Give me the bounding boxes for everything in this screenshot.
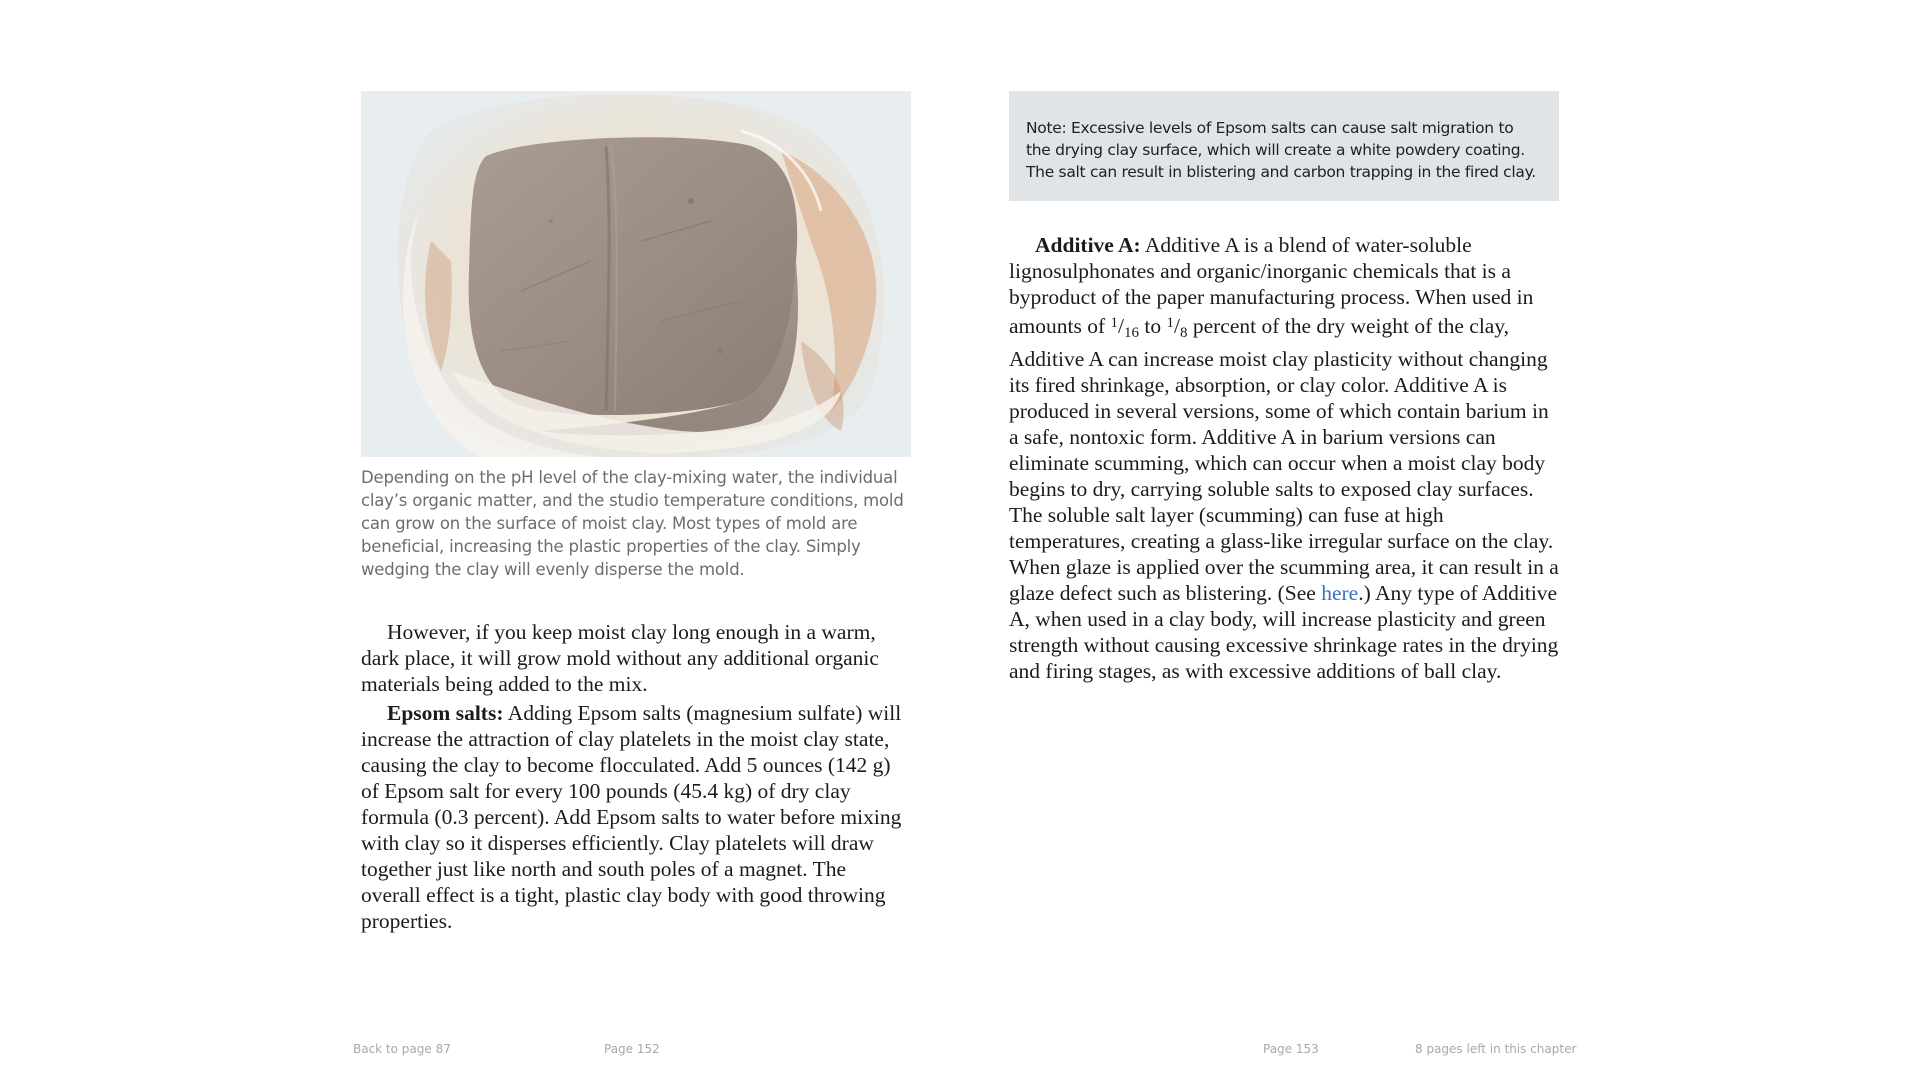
- left-body-text: [361, 619, 911, 934]
- right-body-text: [1009, 232, 1559, 684]
- photo-caption: Depending on the pH level of the clay-mixing water, the individual clay’s organic matter, and the studio temperature conditions, mold can grow on the surface of moist clay. Most types of mold are beneficial, increasing the plastic properties of the clay. Simply wedging the clay will evenly disperse the mold.: [361, 468, 904, 579]
- fraction-1-numerator: 1: [1110, 315, 1119, 331]
- right-page: [1009, 91, 1559, 684]
- paragraph-mold: However, if you keep moist clay long enough in a warm, dark place, it will grow mold without any additional organic materials being added to the mix.: [361, 620, 879, 696]
- fraction-2-numerator: 1: [1166, 315, 1174, 331]
- back-to-page-link[interactable]: Back to page 87: [353, 1042, 451, 1056]
- epsom-salts-heading: Epsom salts:: [387, 701, 504, 725]
- paragraph-epsom-salts: [361, 700, 911, 934]
- pages-left-indicator: 8 pages left in this chapter: [1415, 1042, 1577, 1056]
- epsom-salts-text: Adding Epsom salts (magnesium sulfate) will increase the attraction of clay platelets in the moist clay state, causing the clay to become flocculated. Add 5 ounces (142 g) of Epsom salt for every 100 pounds (45.4 kg) of dry clay formula (0.3 percent). Add Epsom salts to water before mixing with clay so it disperses efficiently. Clay platelets will draw together just like north and south poles of a magnet. The overall effect is a tight, plastic clay body with good throwing properties.: [361, 701, 902, 933]
- additive-a-text-2: percent of the dry weight of the clay, Additive A can increase moist clay plasticity without changing its fired shrinkage, absorption, or clay color. Additive A is produced in several versions, some of which contain barium in a safe, nontoxic form. Additive A in barium versions can eliminate scumming, which can occur when a moist clay body begins to dry, carrying soluble salts to exposed clay surfaces. The soluble salt layer (scumming) can fuse at high temperatures, creating a glass-like irregular surface on the clay. When glaze is applied over the scumming area, it can result in a glaze defect such as blistering. (See: [1009, 314, 1559, 605]
- paragraph-additive-a: Additive A: Additive A is a blend of water-soluble lignosulphonates and organic/inorganic chemicals that is a byproduct of the paper manufacturing process. When used in amounts of $^1/_{16}$ to $^1/_8$ percent of the dry weight of the clay, Additive A can increase moist clay plasticity without changing its fired shrinkage, absorption, or clay color. Additive A is produced in several versions, some of which contain barium in a safe, nontoxic form. Additive A in barium versions can eliminate scumming, which can occur when a moist clay body begins to dry, carrying soluble salts to exposed clay surfaces. The soluble salt layer (scumming) can fuse at high temperatures, creating a glass-like irregular surface on the clay. When glaze is applied over the scumming area, it can result in a glaze defect such as blistering. (See here.) Any type of Additive A, when used in a clay body, will increase plasticity and green strength without causing excessive shrinkage rates in the drying and firing stages, as with excessive additions of ball clay.: [1009, 233, 1559, 683]
- note-box: Note: Excessive levels of Epsom salts can cause salt migration to the drying clay surface, which will create a white powdery coating. The salt can result in blistering and carbon trapping in the fired clay.: [1009, 91, 1559, 201]
- clay-photo: [361, 91, 911, 457]
- right-page-number: Page 153: [1263, 1042, 1319, 1056]
- additive-a-heading: Additive A:: [1035, 233, 1141, 257]
- fraction-to: to: [1139, 314, 1167, 338]
- here-link[interactable]: here: [1321, 581, 1359, 605]
- fraction-1-denominator: 16: [1124, 325, 1140, 341]
- additive-a-text-1: Additive A is a blend of water-soluble lignosulphonates and organic/inorganic chemicals that is a byproduct of the paper manufacturing process. When used in amounts of: [1009, 233, 1534, 338]
- additive-a-text-3: .) Any type of Additive A, when used in a clay body, will increase plasticity and green strength without causing excessive shrinkage rates in the drying and firing stages, as with excessive additions of ball clay.: [1009, 581, 1559, 683]
- left-page-number: Page 152: [604, 1042, 660, 1056]
- fraction-2-denominator: 8: [1179, 325, 1188, 341]
- left-page: [361, 91, 911, 934]
